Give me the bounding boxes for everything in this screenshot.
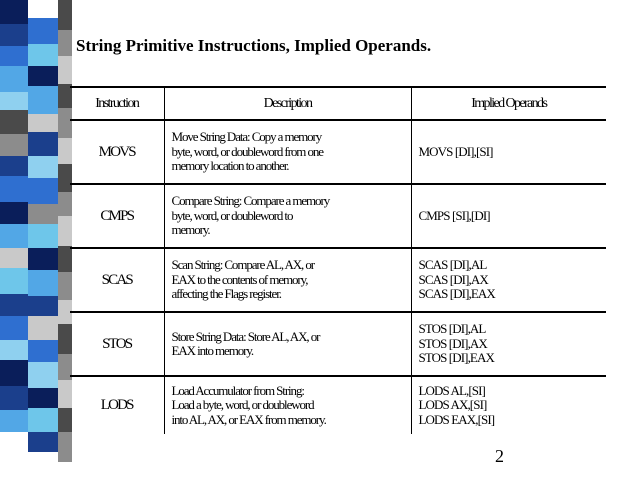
- strip-tile: [28, 178, 58, 204]
- strip-column: [28, 0, 58, 479]
- operand-line: STOS [DI],EAX: [418, 350, 494, 366]
- strip-tile: [28, 132, 58, 156]
- instruction-cell: LODS: [100, 397, 133, 413]
- strip-tile: [0, 248, 28, 268]
- operand-line: SCAS [DI],AX: [418, 271, 488, 287]
- string-instructions-table: [70, 86, 606, 434]
- description-line: EAX to the contents of memory,: [171, 271, 308, 287]
- strip-tile: [28, 340, 58, 362]
- strip-tile: [0, 0, 28, 24]
- strip-tile: [28, 316, 58, 340]
- operand-line: STOS [DI],AX: [418, 335, 487, 351]
- description-line: Compare String: Compare a memory: [171, 193, 330, 209]
- description-cell: [164, 120, 411, 184]
- strip-tile: [0, 202, 28, 224]
- operand-line: LODS AL,[SI]: [418, 382, 485, 398]
- description-line: Store String Data: Store AL, AX, or: [171, 328, 320, 344]
- strip-tile: [0, 294, 28, 316]
- operand-line: MOVS [DI],[SI]: [418, 143, 493, 159]
- strip-tile: [0, 134, 28, 156]
- operand-line: CMPS [SI],[DI]: [418, 207, 490, 223]
- instruction-cell: MOVS: [70, 120, 164, 184]
- strip-tile: [0, 224, 28, 248]
- strip-tile: [28, 86, 58, 114]
- instruction-cell: CMPS: [70, 184, 164, 248]
- strip-tile: [58, 0, 72, 30]
- operands-cell: [411, 248, 606, 312]
- description-cell: [164, 312, 411, 376]
- strip-tile: [28, 432, 58, 452]
- strip-column: [0, 0, 28, 479]
- operand-line: SCAS [DI],AL: [418, 257, 487, 273]
- strip-tile: [28, 114, 58, 132]
- strip-tile: [28, 156, 58, 178]
- strip-tile: [28, 408, 58, 432]
- strip-tile: [28, 0, 58, 18]
- description-cell: [164, 376, 411, 434]
- operand-line: LODS AX,[SI]: [418, 397, 487, 413]
- table-row: [70, 120, 606, 184]
- table-row: [70, 184, 606, 248]
- strip-tile: [28, 44, 58, 66]
- description-line: byte, word, or doubleword to: [171, 207, 293, 223]
- instruction-cell: SCAS: [70, 248, 164, 312]
- strip-tile: [0, 46, 28, 66]
- strip-tile: [28, 270, 58, 296]
- strip-tile: [28, 66, 58, 86]
- strip-tile: [28, 224, 58, 248]
- description-line: affecting the Flags register.: [171, 286, 281, 302]
- description-line: byte, word, or doubleword from one: [171, 143, 323, 159]
- table-header-row: [70, 87, 606, 120]
- strip-tile: [0, 66, 28, 92]
- strip-tile: [0, 386, 28, 410]
- instruction-cell: STOS: [70, 312, 164, 376]
- description-cell: [164, 248, 411, 312]
- strip-tile: [0, 92, 28, 110]
- strip-tile: [28, 204, 58, 224]
- strip-tile: [0, 410, 28, 432]
- operands-cell: [411, 184, 606, 248]
- page-number: 2: [495, 446, 504, 466]
- description-line: memory location to another.: [171, 158, 289, 174]
- strip-tile: [28, 18, 58, 44]
- header-implied-operands: Implied Operands: [411, 87, 606, 120]
- operands-cell: [411, 312, 606, 376]
- description-line: memory.: [171, 222, 210, 238]
- strip-tile: [58, 30, 72, 56]
- header-description: Description: [164, 87, 411, 120]
- operand-line: STOS [DI],AL: [418, 321, 486, 337]
- operands-cell: [411, 120, 606, 184]
- strip-tile: [0, 24, 28, 46]
- description-line: Load Accumulator from String:: [171, 382, 304, 398]
- description-line: into AL, AX, or EAX from memory.: [171, 411, 326, 427]
- strip-tile: [28, 248, 58, 270]
- strip-tile: [0, 340, 28, 360]
- strip-tile: [28, 388, 58, 408]
- operand-line: LODS EAX,[SI]: [418, 411, 495, 427]
- description-cell: [164, 184, 411, 248]
- description-line: Scan String: Compare AL, AX, or: [171, 257, 314, 273]
- table-row: [70, 376, 606, 434]
- description-line: Move String Data: Copy a memory: [171, 129, 322, 145]
- header-instruction: Instruction: [70, 87, 164, 120]
- strip-tile: [0, 110, 28, 134]
- strip-tile: [28, 296, 58, 316]
- strip-tile: [0, 156, 28, 176]
- strip-tile: [58, 432, 72, 462]
- decorative-side-strip: [0, 0, 72, 479]
- strip-tile: [28, 362, 58, 388]
- strip-tile: [0, 316, 28, 340]
- strip-tile: [0, 360, 28, 386]
- strip-tile: [0, 432, 28, 452]
- description-line: EAX into memory.: [171, 343, 254, 358]
- description-line: Load a byte, word, or doubleword: [171, 397, 314, 413]
- table-row: [70, 248, 606, 312]
- operands-cell: [411, 376, 606, 434]
- table-row: [70, 312, 606, 376]
- operand-line: SCAS [DI],EAX: [418, 286, 495, 302]
- strip-tile: [0, 176, 28, 202]
- slide-title: String Primitive Instructions, Implied Operands.: [76, 36, 432, 55]
- strip-tile: [58, 56, 72, 84]
- strip-tile: [0, 268, 28, 294]
